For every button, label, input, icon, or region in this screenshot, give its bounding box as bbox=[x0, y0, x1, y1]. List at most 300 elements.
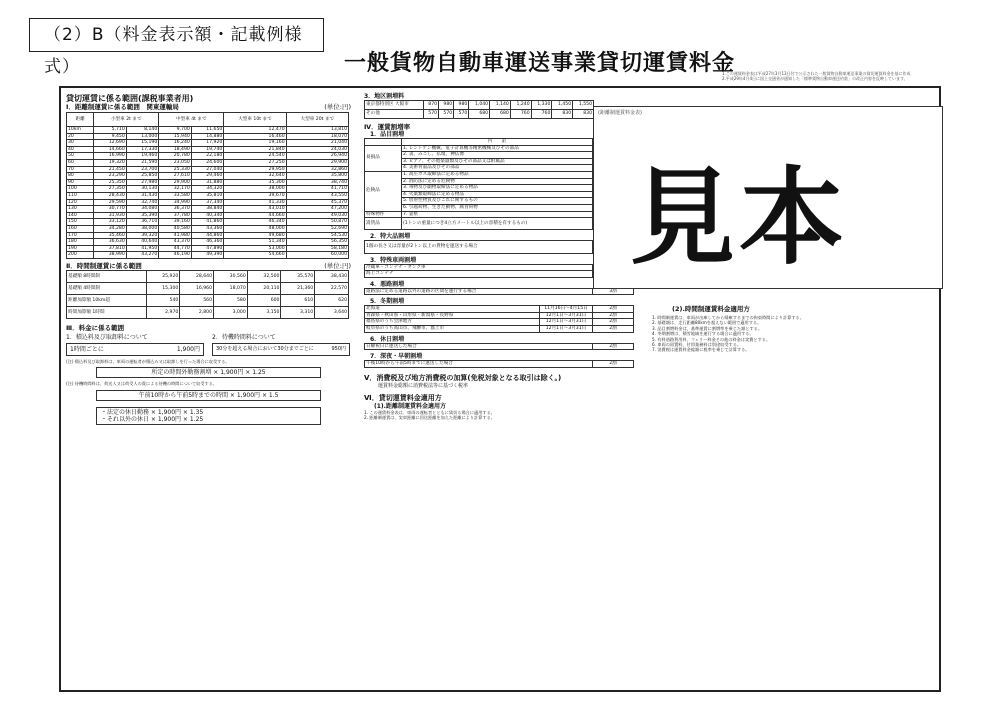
table-row bbox=[67, 192, 349, 199]
value-cell: 26,940 bbox=[286, 153, 348, 160]
value-cell: 36,630 bbox=[94, 239, 127, 246]
value-cell: 18,490 bbox=[159, 146, 192, 153]
table-row bbox=[67, 153, 349, 160]
formula-box: 午前10時から午前5時までの時間 × 1,900円 × 1.5 bbox=[96, 390, 321, 401]
value-cell: 48,000 bbox=[224, 225, 286, 232]
value-cell: 30,560 bbox=[214, 270, 248, 282]
value-cell: 580 bbox=[214, 294, 248, 306]
value-cell: 35,800 bbox=[286, 173, 348, 180]
winter-period-cell: 12月1日〜3月31日 bbox=[540, 326, 593, 333]
value-cell: 40,580 bbox=[159, 225, 192, 232]
distance-cell: 40 bbox=[67, 146, 94, 153]
table-row bbox=[67, 232, 349, 239]
value-cell: 27,350 bbox=[94, 186, 127, 193]
winter-rate-cell: 2割 bbox=[593, 319, 634, 326]
value-cell: 19,320 bbox=[94, 159, 127, 166]
value-cell: 15,940 bbox=[159, 133, 192, 140]
winter-table bbox=[364, 305, 634, 332]
value-cell: 560 bbox=[180, 294, 214, 306]
value-cell: 54,660 bbox=[224, 252, 286, 259]
value-cell: 14,880 bbox=[191, 133, 224, 140]
time-application-title: (2).時間制運賃料金適用方 bbox=[672, 305, 750, 313]
fee1-label: 1時間ごとに bbox=[70, 345, 104, 353]
value-cell: 41,710 bbox=[286, 186, 348, 193]
formula-line: ・それ以外の休日 × 1,900円 × 1.25 bbox=[101, 415, 204, 423]
value-cell: 39,670 bbox=[224, 192, 286, 199]
right-note: 2. 基礎額は、走行距離80kmを超えない範囲で適用する。 bbox=[652, 320, 762, 326]
value-cell: 600 bbox=[247, 294, 281, 306]
value-cell: 35,300 bbox=[224, 179, 286, 186]
value-cell: 35,810 bbox=[191, 192, 224, 199]
winter-period-cell: 12月1日〜3月31日 bbox=[540, 312, 593, 319]
value-cell: 11,650 bbox=[191, 127, 224, 134]
value-cell: 19,160 bbox=[224, 140, 286, 147]
distance-table bbox=[66, 112, 349, 259]
value-cell: 620 bbox=[315, 294, 349, 306]
value-cell: 37,810 bbox=[94, 245, 127, 252]
value-cell: 980 bbox=[439, 101, 454, 110]
winter-period-cell: 12月1日〜3月31日 bbox=[540, 319, 593, 326]
value-cell: 27,250 bbox=[224, 159, 286, 166]
value-cell: 49,680 bbox=[224, 232, 286, 239]
winter-label-cell: 北海道 bbox=[365, 306, 540, 313]
table-row bbox=[67, 270, 349, 282]
distance-cell: 140 bbox=[67, 212, 94, 219]
value-cell: 2,970 bbox=[146, 306, 180, 318]
value-cell: 9,450 bbox=[94, 133, 127, 140]
application-note: 1. この運賃料金表は、車両の運転者とともに貸切る場合に適用する。 bbox=[364, 409, 495, 415]
value-cell: 44,860 bbox=[191, 232, 224, 239]
night-table bbox=[364, 360, 634, 368]
winter-label-cell: 岐阜県のうち高山市、飛騨市、郡上市 bbox=[365, 326, 540, 333]
value-cell: 46,360 bbox=[191, 239, 224, 246]
table-row bbox=[67, 179, 349, 186]
distance-cell: 190 bbox=[67, 245, 94, 252]
unit-label: (単位:円) bbox=[324, 103, 351, 111]
value-cell: 21,450 bbox=[94, 166, 127, 173]
top-note: 2.平成29年4月4日に国土交通省が通知した「標準貨物自動車運送約款」の改正内容を反映しています。 bbox=[722, 76, 908, 81]
distance-cell: 60 bbox=[67, 159, 94, 166]
value-cell: 21,590 bbox=[126, 159, 159, 166]
value-cell: 16,990 bbox=[94, 153, 127, 160]
fee1-title: 1．積込料及び取卸料について bbox=[66, 333, 148, 341]
page-title: 一般貨物自動車運送事業貸切運賃料金 bbox=[344, 51, 736, 76]
value-cell: 25,920 bbox=[146, 270, 180, 282]
table-row bbox=[67, 173, 349, 180]
value-cell: 680 bbox=[490, 110, 511, 119]
distance-cell: 160 bbox=[67, 225, 94, 232]
item-cell: 3. 毒物及び劇物取締法に定める物品 bbox=[402, 185, 593, 192]
winter-title: 5．冬期割増 bbox=[370, 298, 405, 306]
distance-cell: 130 bbox=[67, 206, 94, 213]
distance-cell: 180 bbox=[67, 239, 94, 246]
table-row bbox=[67, 219, 349, 226]
value-cell: 1,330 bbox=[531, 101, 552, 110]
time-table bbox=[66, 270, 349, 319]
value-cell: 38,840 bbox=[191, 206, 224, 213]
winter-period-cell: 11月16日〜4月15日 bbox=[540, 306, 593, 313]
value-cell: 21,040 bbox=[286, 140, 348, 147]
formula-line: ・法定の休日勤務 × 1,900円 × 1.35 bbox=[101, 408, 204, 416]
table-row bbox=[67, 225, 349, 232]
value-cell: 37,340 bbox=[191, 199, 224, 206]
value-cell: 570 bbox=[439, 110, 454, 119]
value-cell: 19,460 bbox=[126, 153, 159, 160]
value-cell: 20,780 bbox=[159, 153, 192, 160]
distance-cell: 200 bbox=[67, 252, 94, 259]
header-cell: 中型車 4t まで bbox=[159, 113, 224, 127]
value-cell: 3,150 bbox=[247, 306, 281, 318]
value-cell: 35,460 bbox=[94, 232, 127, 239]
night-title: 7．深夜・早朝割増 bbox=[370, 353, 423, 361]
value-cell: 35,570 bbox=[281, 270, 315, 282]
item-cell: 1. 高圧ガス取締法に定める物品 bbox=[402, 171, 593, 178]
value-cell: 27,610 bbox=[159, 173, 192, 180]
application-subtitle: (1).距離制運賃料金適用方 bbox=[374, 402, 446, 410]
value-cell: 2,800 bbox=[180, 306, 214, 318]
distance-cell: 20 bbox=[67, 133, 94, 140]
value-cell: 12,690 bbox=[94, 140, 127, 147]
fee2-title: 2．待機時間料について bbox=[212, 333, 276, 341]
distance-cell: 80 bbox=[67, 173, 94, 180]
group-cell: 危険品 bbox=[365, 171, 402, 211]
value-cell: 37,780 bbox=[159, 212, 192, 219]
time-section-title: Ⅱ．時間制運賃に係る範囲 bbox=[66, 261, 142, 270]
right-column bbox=[652, 300, 934, 353]
distance-cell: 30 bbox=[67, 140, 94, 147]
formula-box: 所定の時間外勤務割増 × 1,900円 × 1.25 bbox=[96, 367, 321, 378]
item-cell: 2. 消防法に定める危険物 bbox=[402, 178, 593, 185]
rough-road-title: 4．悪路割増 bbox=[370, 280, 405, 288]
area-label-cell: 東京都特別区 大阪市 bbox=[365, 101, 424, 110]
area-label-cell: その他 bbox=[365, 110, 424, 119]
right-note: 7. 消費税は運賃料金総額に税率を乗じて計算する。 bbox=[652, 347, 750, 353]
value-cell: 25,330 bbox=[159, 166, 192, 173]
value-cell: 41,330 bbox=[224, 199, 286, 206]
sample-stamp bbox=[593, 106, 943, 289]
value-cell: 36,370 bbox=[159, 206, 192, 213]
distance-cell: 100 bbox=[67, 186, 94, 193]
application-note: 2. 距離制運賃は、実車距離に回送距離を加えた距離により計算する。 bbox=[364, 415, 495, 421]
value-cell: 47,200 bbox=[286, 206, 348, 213]
group-cell: 易損品 bbox=[365, 145, 402, 171]
value-cell: 44,660 bbox=[224, 212, 286, 219]
header-cell: 小型車 2t まで bbox=[94, 113, 159, 127]
left-column bbox=[66, 93, 351, 425]
value-cell: 610 bbox=[281, 294, 315, 306]
value-cell: 570 bbox=[454, 110, 469, 119]
table-row bbox=[67, 306, 349, 318]
value-cell: 29,950 bbox=[224, 166, 286, 173]
value-cell: 17,920 bbox=[191, 140, 224, 147]
night-text: 午後10時から午前5時までに運送した場合 bbox=[365, 361, 593, 368]
special-vehicle-title: 3．特殊車両割増 bbox=[370, 256, 417, 264]
table-row bbox=[67, 245, 349, 252]
holiday-text: 日曜祝日に運送した場合 bbox=[365, 343, 593, 350]
value-cell: 21,840 bbox=[224, 146, 286, 153]
value-cell: 16,960 bbox=[180, 282, 214, 294]
value-cell: 27,040 bbox=[191, 166, 224, 173]
value-cell: 29,900 bbox=[286, 159, 348, 166]
value-cell: 18,070 bbox=[214, 282, 248, 294]
value-cell: 15,190 bbox=[126, 140, 159, 147]
value-cell: 17,330 bbox=[126, 146, 159, 153]
value-cell: 49,030 bbox=[286, 212, 348, 219]
winter-rate-cell: 2割 bbox=[593, 306, 634, 313]
value-cell: 23,700 bbox=[126, 166, 159, 173]
value-cell: 33,120 bbox=[94, 219, 127, 226]
item-cell: 7. 霊柩 bbox=[402, 211, 593, 218]
value-cell: 25,850 bbox=[126, 173, 159, 180]
value-cell: 830 bbox=[552, 110, 573, 119]
value-cell: 18,070 bbox=[286, 133, 348, 140]
value-cell: 39,160 bbox=[159, 219, 192, 226]
item-cell: 6. 引越荷物、生きた動物、腐食荷物 bbox=[402, 204, 593, 211]
fee-note: (注) 積込料及び取卸料は、車両の運転者が積込み又は取卸しを行った場合に収受する。 bbox=[66, 358, 230, 364]
rough-road-rate: 3割 bbox=[593, 288, 634, 295]
value-cell: 28,430 bbox=[94, 192, 127, 199]
table-row bbox=[365, 306, 634, 313]
table-row bbox=[67, 140, 349, 147]
table-row bbox=[67, 212, 349, 219]
item-cell: (1トンの重量につき4立方メートル以上の容積を有するもの) bbox=[402, 218, 593, 230]
value-cell: 3,310 bbox=[281, 306, 315, 318]
value-cell: 51,340 bbox=[224, 239, 286, 246]
value-cell: 1,140 bbox=[490, 101, 511, 110]
top-note: 1.この運賃料金表は平成27年3月13日付で公示された一般貨物自動車運送事業の貸切運賃料金を基に作成 bbox=[722, 71, 911, 76]
value-cell: 540 bbox=[146, 294, 180, 306]
value-cell: 38,430 bbox=[315, 270, 349, 282]
table-row bbox=[67, 294, 349, 306]
fee2-label: 30分を超える場合において30分までごとに bbox=[216, 345, 314, 352]
fee-note: (注) 待機時間料は、荷送人又は荷受人の責による待機の時間について収受する。 bbox=[66, 381, 218, 387]
item-cell: 4. 美術骨董品及びその部品 bbox=[402, 165, 593, 172]
table-row bbox=[365, 312, 634, 319]
value-cell: 44,770 bbox=[159, 245, 192, 252]
distance-cell: 120 bbox=[67, 199, 94, 206]
value-cell: 1,450 bbox=[552, 101, 573, 110]
header-cell: 大型車 20t まで bbox=[286, 113, 348, 127]
value-cell: 50,870 bbox=[286, 219, 348, 226]
table-row bbox=[67, 146, 349, 153]
value-cell: 39,320 bbox=[126, 232, 159, 239]
table-row bbox=[67, 127, 349, 134]
value-cell: 980 bbox=[454, 101, 469, 110]
table-row bbox=[67, 199, 349, 206]
value-cell: 32,500 bbox=[247, 270, 281, 282]
distance-cell: 90 bbox=[67, 179, 94, 186]
special-label-cell: 冷蔵車・コンテナ・タンク車 bbox=[365, 264, 593, 271]
table-row bbox=[67, 186, 349, 193]
value-cell: 21,360 bbox=[281, 282, 315, 294]
item-cell: 1. レントゲン機械、電子計算機等精密機械及びその部品 bbox=[402, 145, 593, 152]
value-cell: 3,640 bbox=[315, 306, 349, 318]
value-cell: 43,270 bbox=[126, 252, 159, 259]
tax-text: 運賃料金総額に消費税法等に基づく税率 bbox=[378, 382, 469, 389]
time-label-cell: 基礎額 4時間制 bbox=[67, 282, 147, 294]
value-cell: 43,360 bbox=[191, 225, 224, 232]
value-cell: 24,540 bbox=[224, 153, 286, 160]
stamp-text: 見本 bbox=[630, 155, 849, 279]
value-cell: 29,460 bbox=[191, 173, 224, 180]
header-cell: 内 訳 bbox=[402, 139, 593, 146]
value-cell: 32,170 bbox=[159, 186, 192, 193]
value-cell: 680 bbox=[469, 110, 490, 119]
surcharge-title: Ⅳ．運賃割増率 bbox=[364, 123, 411, 131]
table-row bbox=[67, 159, 349, 166]
night-rate: 2割 bbox=[593, 361, 634, 368]
table-row bbox=[67, 166, 349, 173]
special-label-cell: 海上コンテナ bbox=[365, 271, 593, 278]
value-cell: 38,000 bbox=[224, 186, 286, 193]
value-cell: 31,880 bbox=[191, 179, 224, 186]
value-cell: 30,770 bbox=[94, 206, 127, 213]
top-notes bbox=[722, 71, 982, 81]
value-cell: 30,130 bbox=[126, 186, 159, 193]
value-cell: 27,980 bbox=[126, 179, 159, 186]
value-cell: 15,300 bbox=[146, 282, 180, 294]
value-cell: 760 bbox=[510, 110, 531, 119]
distance-cell: 70 bbox=[67, 166, 94, 173]
value-cell: 14,660 bbox=[94, 146, 127, 153]
header-cell: 距離 bbox=[67, 113, 94, 127]
value-cell: 38,990 bbox=[94, 252, 127, 259]
stamp-tag: (距離制運賃料金表) bbox=[598, 110, 642, 116]
value-cell: 41,860 bbox=[191, 219, 224, 226]
value-cell: 1,240 bbox=[510, 101, 531, 110]
value-cell: 33,580 bbox=[159, 192, 192, 199]
value-cell: 16,460 bbox=[224, 133, 286, 140]
table-row bbox=[67, 239, 349, 246]
value-cell: 22,570 bbox=[315, 282, 349, 294]
distance-cell: 150 bbox=[67, 219, 94, 226]
value-cell: 5,710 bbox=[94, 127, 127, 134]
distance-cell: 110 bbox=[67, 192, 94, 199]
distance-cell: 50 bbox=[67, 153, 94, 160]
formula-box bbox=[96, 407, 321, 425]
value-cell: 43,550 bbox=[286, 192, 348, 199]
value-cell: 13,810 bbox=[286, 127, 348, 134]
item-cell: 3. ピアノ、その他楽器類及びその部品又は附属品 bbox=[402, 158, 593, 165]
oversize-text: 1個の長さ又は容量が2トン以上の貨物を運送する場合 bbox=[365, 241, 593, 253]
holiday-table bbox=[364, 343, 634, 351]
unit-label: (単位:円) bbox=[324, 261, 351, 270]
value-cell: 31,430 bbox=[126, 192, 159, 199]
value-cell: 40,340 bbox=[191, 212, 224, 219]
value-cell: 19,740 bbox=[191, 146, 224, 153]
value-cell: 43,010 bbox=[224, 206, 286, 213]
value-cell: 58,180 bbox=[286, 245, 348, 252]
value-cell: 23,290 bbox=[94, 173, 127, 180]
time-label-cell: 距離加算額 10km超 bbox=[67, 294, 147, 306]
value-cell: 16,240 bbox=[159, 140, 192, 147]
value-cell: 24,600 bbox=[191, 159, 224, 166]
fee2-value: 950円 bbox=[331, 345, 346, 352]
winter-label-cell: 福島県のうち会津地方 bbox=[365, 319, 540, 326]
value-cell: 46,190 bbox=[159, 252, 192, 259]
group-cell: 嵩貨品 bbox=[365, 218, 402, 230]
area-section-title: 3．地区割増料 bbox=[364, 93, 405, 100]
value-cell: 40,640 bbox=[126, 239, 159, 246]
section-label: （2）B（料金表示額・記載例様式） bbox=[29, 18, 324, 52]
value-cell: 60,000 bbox=[286, 252, 348, 259]
table-row bbox=[365, 326, 634, 333]
table-row bbox=[67, 252, 349, 259]
value-cell: 29,900 bbox=[159, 179, 192, 186]
value-cell: 56,350 bbox=[286, 239, 348, 246]
value-cell: 46,340 bbox=[224, 219, 286, 226]
value-cell: 35,390 bbox=[126, 212, 159, 219]
winter-rate-cell: 2割 bbox=[593, 312, 634, 319]
distance-cell: 170 bbox=[67, 232, 94, 239]
item-cell: 2. 書、みこし、仏壇、神仏像 bbox=[402, 152, 593, 159]
right-note: 1. 時間制運賃は、車両が出庫してから帰庫するまでの拘束時間により計算する。 bbox=[652, 315, 804, 320]
value-cell: 28,640 bbox=[180, 270, 214, 282]
value-cell: 32,740 bbox=[126, 199, 159, 206]
table-row bbox=[365, 110, 594, 119]
value-cell: 41,980 bbox=[159, 232, 192, 239]
value-cell: 41,950 bbox=[126, 245, 159, 252]
value-cell: 22,180 bbox=[191, 153, 224, 160]
value-cell: 29,590 bbox=[94, 199, 127, 206]
left-heading: 貸切運賃に係る範囲(課税事業者用) bbox=[66, 94, 194, 103]
fee-section-title: Ⅲ．料金に係る範囲 bbox=[66, 323, 125, 332]
value-cell: 13,000 bbox=[126, 133, 159, 140]
value-cell: 47,890 bbox=[191, 245, 224, 252]
time-label-cell: 基礎額 8時間制 bbox=[67, 270, 147, 282]
value-cell: 34,990 bbox=[159, 199, 192, 206]
value-cell: 52,690 bbox=[286, 225, 348, 232]
value-cell: 53,000 bbox=[224, 245, 286, 252]
value-cell: 32,640 bbox=[224, 173, 286, 180]
oversize-title: 2．特大品割増 bbox=[370, 233, 411, 241]
value-cell: 20,110 bbox=[247, 282, 281, 294]
value-cell: 23,050 bbox=[159, 159, 192, 166]
holiday-title: 6．休日割増 bbox=[370, 335, 405, 343]
item-surcharge-title: 1．品目割増 bbox=[370, 131, 405, 138]
value-cell: 570 bbox=[423, 110, 438, 119]
value-cell: 34,080 bbox=[126, 206, 159, 213]
right-note: 5. 有料道路利用料、フェリー料金その他の料金は実費とする。 bbox=[652, 336, 771, 342]
value-cell: 12,470 bbox=[224, 127, 286, 134]
value-cell: 760 bbox=[531, 110, 552, 119]
application-title: Ⅵ．貸切運賃料金適用方 bbox=[364, 393, 442, 402]
winter-rate-cell: 2割 bbox=[593, 326, 634, 333]
item-cell: 4. 火薬類取締法に定める物品 bbox=[402, 191, 593, 198]
value-cell: 38,000 bbox=[126, 225, 159, 232]
value-cell: 43,370 bbox=[159, 239, 192, 246]
value-cell: 870 bbox=[423, 101, 438, 110]
value-cell: 49,390 bbox=[191, 252, 224, 259]
value-cell: 3,000 bbox=[214, 306, 248, 318]
value-cell: 34,280 bbox=[94, 225, 127, 232]
value-cell: 9,700 bbox=[159, 127, 192, 134]
item-cell: 5. 放射性物質及びこれに関するもの bbox=[402, 198, 593, 205]
table-row bbox=[67, 282, 349, 294]
right-note: 4. 冬期割増は、積雪地域を運行する場合に適用する。 bbox=[652, 331, 754, 337]
table-row bbox=[365, 319, 634, 326]
header-cell: 大型車 10t まで bbox=[224, 113, 286, 127]
distance-section-title: Ⅰ．距離制運賃に係る範囲 関東運輸局 bbox=[66, 103, 179, 111]
table-row bbox=[365, 101, 594, 110]
fee1-value: 1,900円 bbox=[176, 345, 200, 353]
area-table bbox=[364, 100, 594, 119]
value-cell: 31,930 bbox=[94, 212, 127, 219]
tax-title: Ⅴ．消費税及び地方消費税の加算(免税対象となる取引は除く。) bbox=[364, 373, 562, 382]
value-cell: 45,370 bbox=[286, 199, 348, 206]
time-label-cell: 時間加算額 1時間 bbox=[67, 306, 147, 318]
right-note: 3. 品目割増料金は、基準運賃に割増率を乗じた額とする。 bbox=[652, 325, 763, 331]
